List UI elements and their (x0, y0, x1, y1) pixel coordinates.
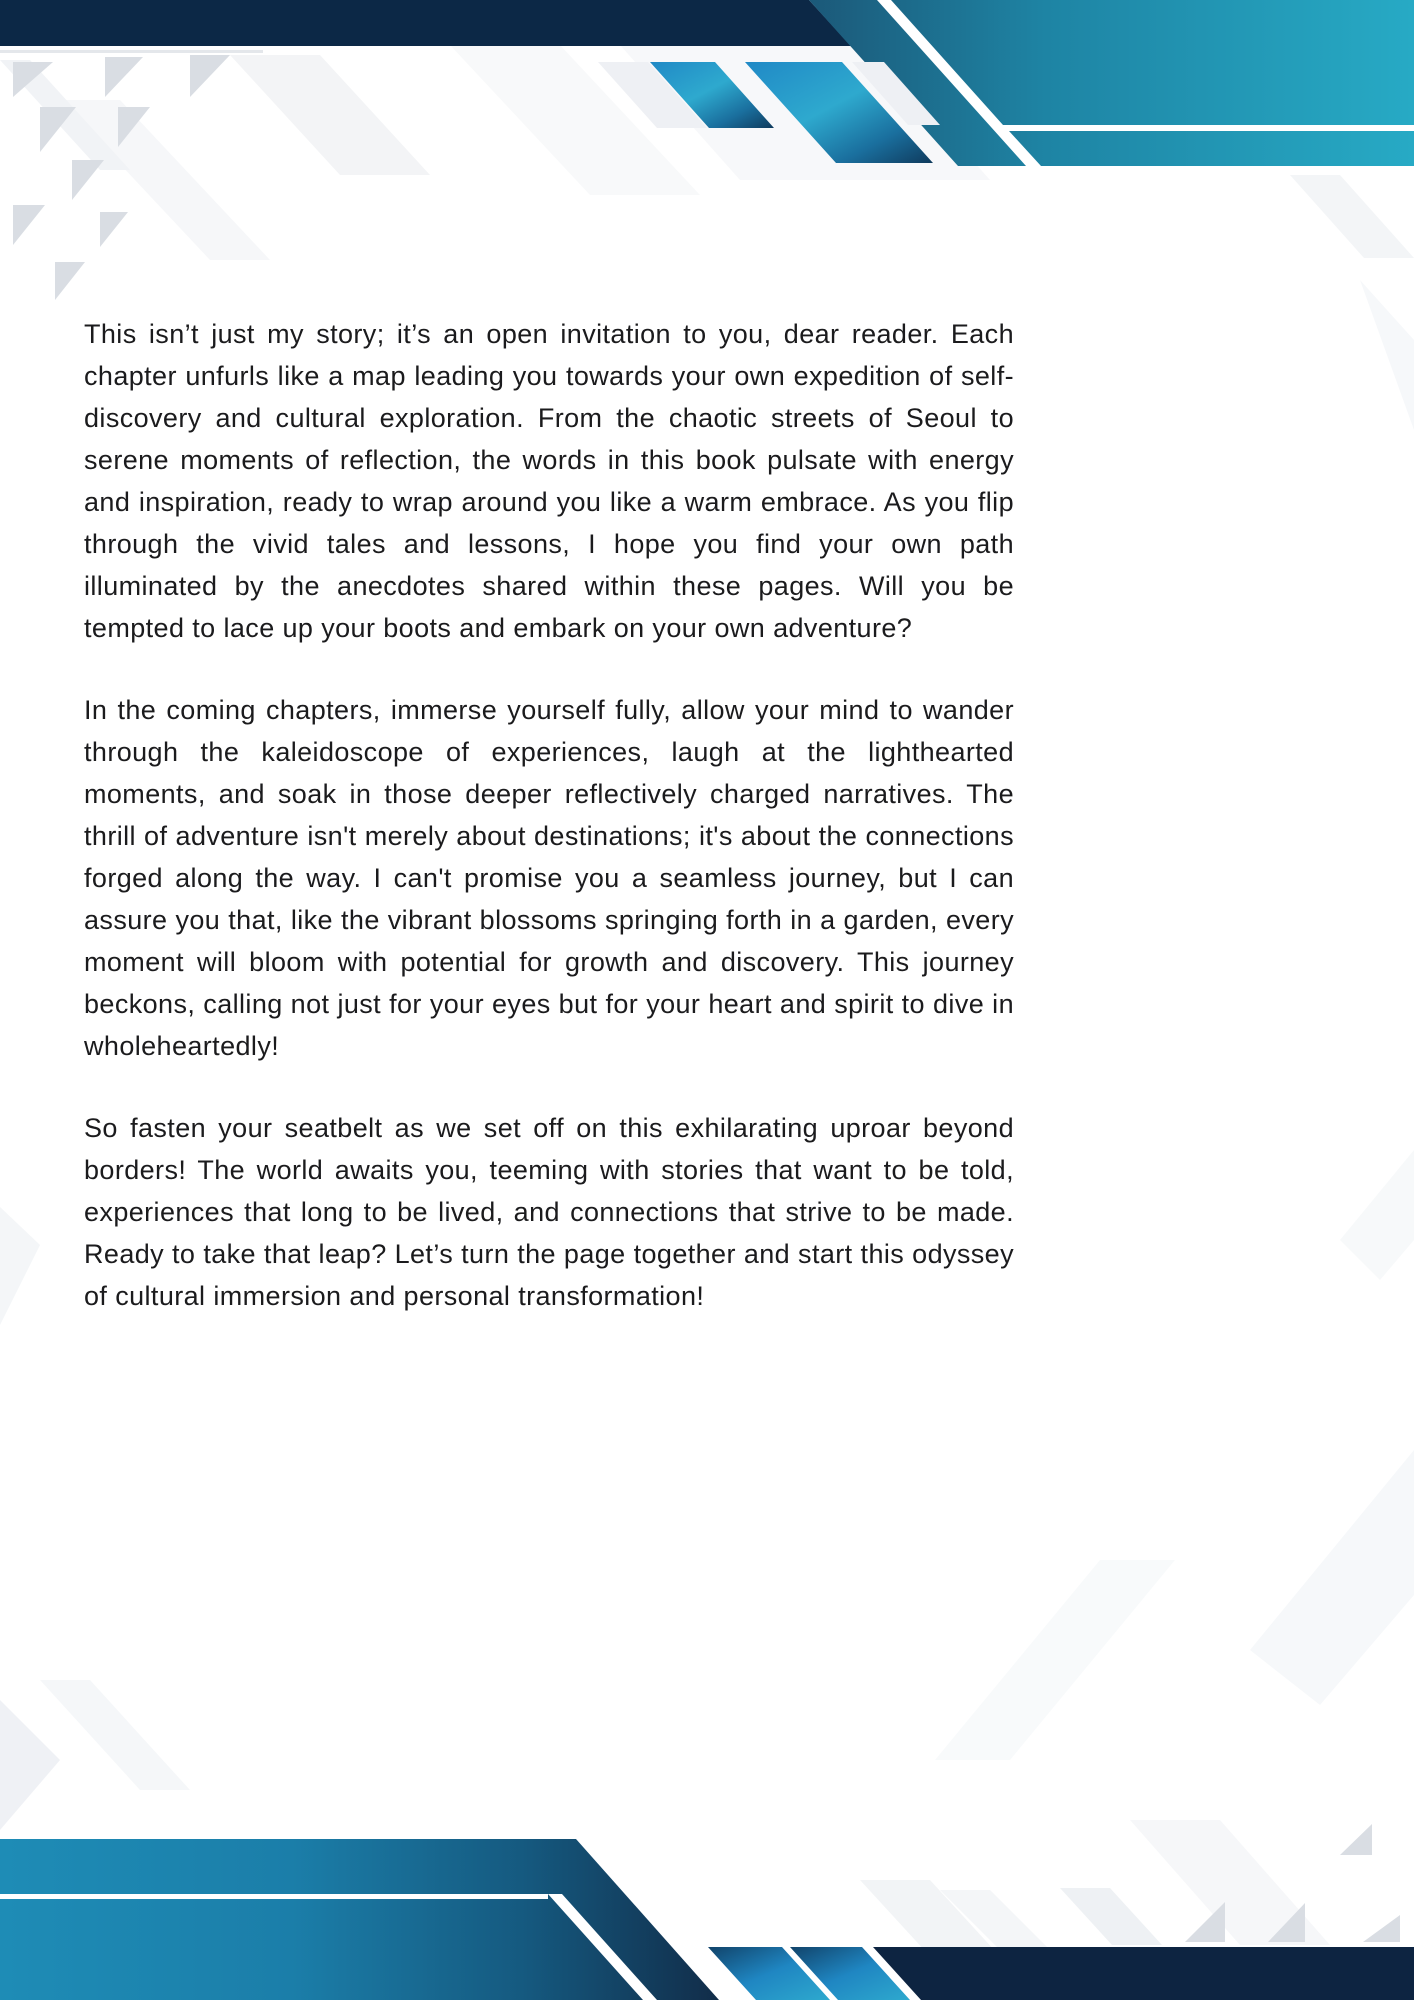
footer-teal-wedge (0, 1839, 719, 2000)
header-navy-bar (0, 0, 851, 46)
footer-decoration (0, 1820, 1414, 2000)
header-rule (0, 50, 263, 53)
footer-navy-bar (873, 1947, 1414, 2000)
page-text (84, 313, 1014, 1357)
header-teal-band-bottom (1009, 131, 1414, 166)
paragraph-1: This isn’t just my story; it’s an open invitation to you, dear reader. Each chapter unfurls like a map leading you towards your own expedition of self-discovery and cultural exploration. From the chaotic streets of Seoul to serene moments of reflection, the words in this book pulsate with energy and inspiration, ready to wrap around you like a warm embrace. As you flip through the vivid tales and lessons, I hope you find your own path illuminated by the anecdotes shared within these pages. Will you be tempted to lace up your boots and embark on your own adventure? (84, 319, 1014, 643)
paragraph-2: In the coming chapters, immerse yourself fully, allow your mind to wander through the kaleidoscope of experiences, laugh at the lighthearted moments, and soak in those deeper reflectively charged narratives. The thrill of adventure isn't merely about destinations; it's about the connections forged along the way. I can't promise you a seamless journey, but I can assure you that, like the vibrant blossoms springing forth in a garden, every moment will bloom with potential for growth and discovery. This journey beckons, calling not just for your eyes but for your heart and spirit to dive in wholeheartedly! (84, 695, 1014, 1061)
paragraph-3: So fasten your seatbelt as we set off on this exhilarating uproar beyond borders! The world awaits you, teeming with stories that want to be told, experiences that long to be lived, and connections that strive to be made. Ready to take that leap? Let’s turn the page together and start this odyssey of cultural immersion and personal transformation! (84, 1113, 1014, 1311)
footer-white-rule (0, 1894, 548, 1899)
